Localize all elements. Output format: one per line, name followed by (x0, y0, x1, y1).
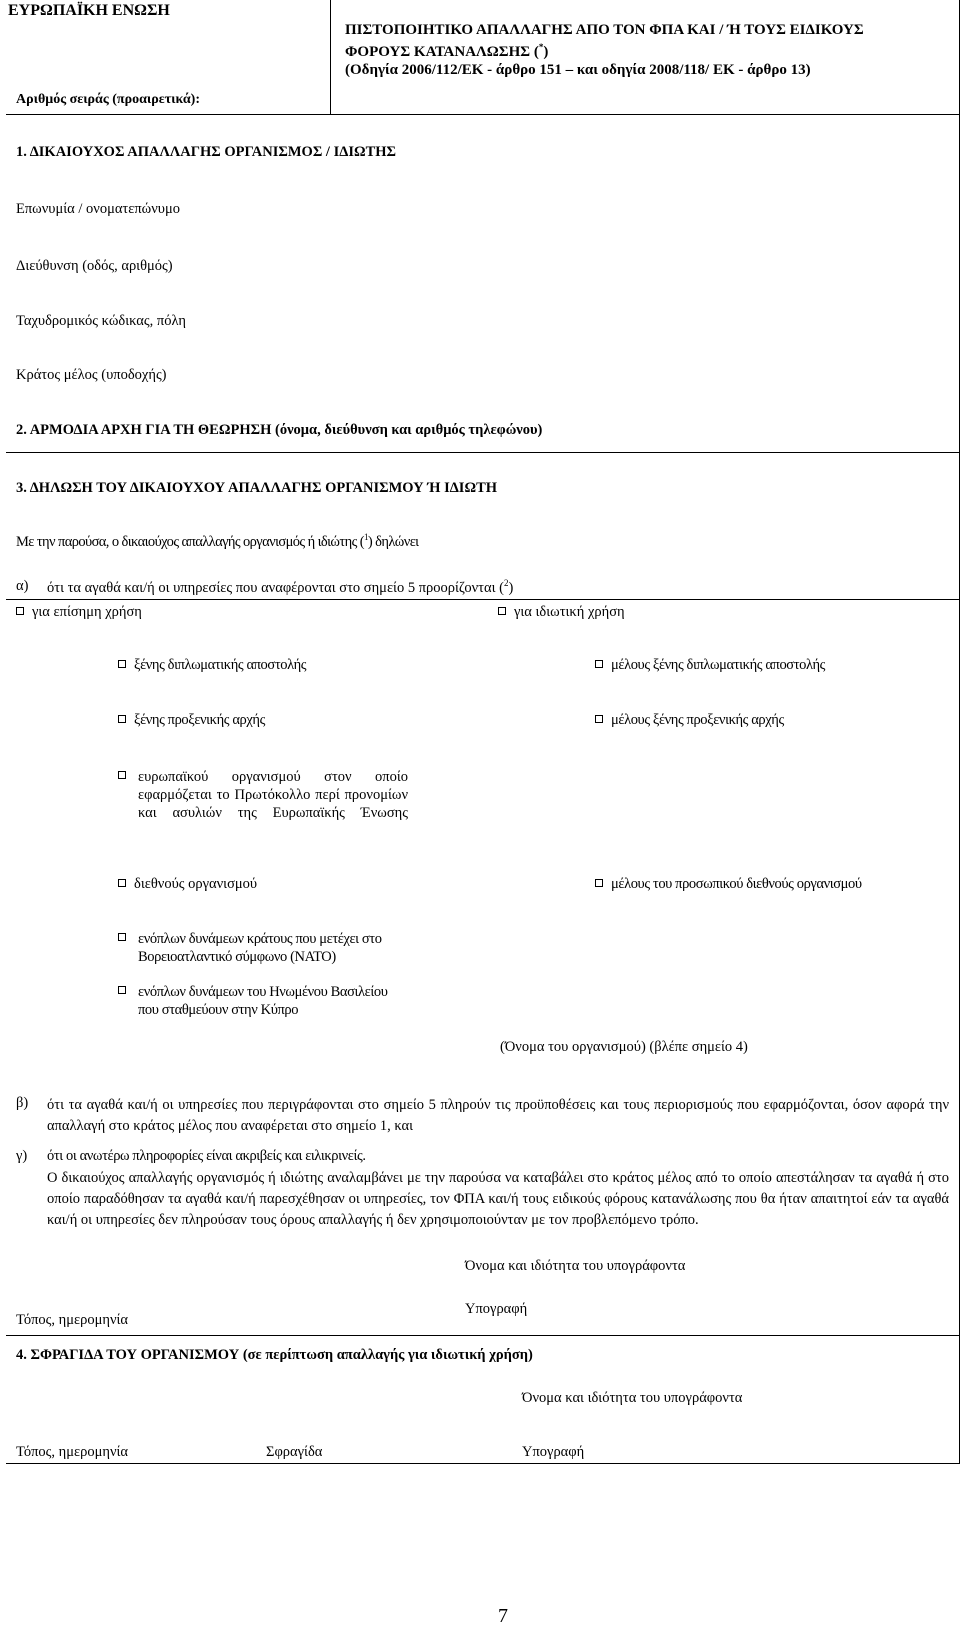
form-title-line3: (Οδηγία 2006/112/ΕΚ - άρθρο 151 – και οδηγία 2008/118/ ΕΚ - άρθρο 13) (345, 62, 811, 78)
section4-signatory-name-label: Όνομα και ιδιότητα του υπογράφοντα (522, 1390, 743, 1406)
section4-place-date-label: Τόπος, ημερομηνία (16, 1444, 129, 1460)
point-a-text: ότι τα αγαθά και/ή οι υπηρεσίες που αναφέρονται στο σημείο 5 προορίζονται ($^2$) (47, 578, 514, 596)
section4-signature-label: Υπογραφή (522, 1444, 585, 1460)
checkbox-icon (118, 879, 126, 887)
point-b-label: β) (16, 1095, 29, 1111)
private-use-checkbox[interactable]: για ιδιωτική χρήση (498, 604, 625, 621)
form-title-line2: ΦΟΡΟΥΣ ΚΑΤΑΝΑΛΩΣΗΣ (*) (345, 42, 549, 60)
signatory-name-label: Όνομα και ιδιότητα του υπογράφοντα (465, 1258, 686, 1274)
checkbox-icon (16, 607, 24, 615)
consular-post-member-checkbox[interactable]: μέλους ξένης προξενικής αρχής (595, 712, 784, 729)
european-body-checkbox[interactable] (118, 768, 134, 785)
checkbox-icon (118, 986, 126, 994)
uk-forces-cyprus-label: ενόπλων δυνάμεων του Ηνωμένου Βασιλείου που σταθμεύουν στην Κύπρο (138, 984, 388, 1018)
form-title-line1: ΠΙΣΤΟΠΟΙΗΤΙΚΟ ΑΠΑΛΛΑΓΗΣ ΑΠΟ ΤΟΝ ΦΠΑ ΚΑΙ / Ή ΤΟΥΣ ΕΙΔΙΚΟΥΣ (345, 22, 864, 38)
divider-use-options (6, 599, 960, 600)
address-field-label: Διεύθυνση (οδός, αριθμός) (16, 258, 173, 274)
nato-forces-checkbox[interactable] (118, 930, 134, 947)
checkbox-icon (118, 660, 126, 668)
foreign-consular-post-checkbox[interactable]: ξένης προξενικής αρχής (118, 712, 265, 729)
member-state-field-label: Κράτος μέλος (υποδοχής) (16, 367, 167, 383)
point-a-label: α) (16, 578, 29, 594)
point-c-label: γ) (16, 1148, 28, 1164)
organisation-name-note: (Όνομα του οργανισμού) (βλέπε σημείο 4) (500, 1039, 748, 1055)
eu-label: ΕΥΡΩΠΑΪΚΗ ΕΝΩΣΗ (8, 2, 170, 19)
divider-header (6, 114, 960, 115)
place-date-label: Τόπος, ημερομηνία (16, 1312, 129, 1328)
international-organisation-staff-checkbox[interactable]: μέλους του προσωπικού διεθνούς οργανισμού (595, 876, 862, 893)
stamp-label: Σφραγίδα (266, 1444, 323, 1460)
section2-heading: 2. ΑΡΜΟΔΙΑ ΑΡΧΗ ΓΙΑ ΤΗ ΘΕΩΡΗΣΗ (όνομα, διεύθυνση και αριθμός τηλεφώνου) (16, 422, 543, 438)
declaration-intro: Με την παρούσα, ο δικαιούχος απαλλαγής οργανισμός ή ιδιώτης ($^1$) δηλώνει (16, 532, 419, 550)
form-frame (6, 0, 960, 1464)
checkbox-icon (118, 933, 126, 941)
checkbox-icon (498, 607, 506, 615)
section1-heading: 1. ΔΙΚΑΙΟΥΧΟΣ ΑΠΑΛΛΑΓΗΣ ΟΡΓΑΝΙΣΜΟΣ / ΙΔΙΩΤΗΣ (16, 144, 397, 160)
section4-heading: 4. ΣΦΡΑΓΙΔΑ ΤΟΥ ΟΡΓΑΝΙΣΜΟΥ (σε περίπτωση απαλλαγής για ιδιωτική χρήση) (16, 1347, 533, 1363)
checkbox-icon (595, 879, 603, 887)
name-field-label: Επωνυμία / ονοματεπώνυμο (16, 201, 180, 217)
section3-heading: 3. ΔΗΛΩΣΗ ΤΟΥ ΔΙΚΑΙΟΥΧΟΥ ΑΠΑΛΛΑΓΗΣ ΟΡΓΑΝΙΣΜΟΥ Ή ΙΔΙΩΤΗ (16, 480, 498, 496)
european-body-label: ευρωπαϊκού οργανισμού στον οποίο εφαρμόζεται το Πρωτόκολλο περί προνομίων και ασυλιών της Ευρωπαϊκής Ένωσης (138, 769, 408, 821)
point-c-text: ότι οι ανωτέρω πληροφορίες είναι ακριβείς και ειλικρινείς. (47, 1148, 366, 1164)
uk-forces-cyprus-checkbox[interactable] (118, 983, 134, 1000)
page-number: 7 (498, 1605, 508, 1627)
checkbox-icon (595, 660, 603, 668)
checkbox-icon (118, 715, 126, 723)
checkbox-icon (118, 771, 126, 779)
nato-forces-label: ενόπλων δυνάμεων κράτους που μετέχει στο Βορειοατλαντικό σύμφωνο (ΝΑΤΟ) (138, 931, 382, 965)
international-organisation-checkbox[interactable]: διεθνούς οργανισμού (118, 876, 257, 893)
point-b-text: ότι τα αγαθά και/ή οι υπηρεσίες που περιγράφονται στο σημείο 5 πληρούν τις προϋποθέσεις και τους περιορισμούς που εφαρμόζονται, όσον αφορά την απαλλαγή στο κράτος μέλος που αναφέρεται στο σημείο 1, και (47, 1097, 949, 1134)
divider-section3 (6, 452, 960, 453)
header-vertical-divider (330, 0, 331, 114)
divider-section4 (6, 1335, 960, 1336)
diplomatic-mission-member-checkbox[interactable]: μέλους ξένης διπλωματικής αποστολής (595, 657, 825, 674)
postcode-city-field-label: Ταχυδρομικός κώδικας, πόλη (16, 313, 186, 329)
undertaking-paragraph: Ο δικαιούχος απαλλαγής οργανισμός ή ιδιώτης αναλαμβάνει με την παρούσα να καταβάλει στο κράτος μέλος από το οποίο απεστάλησαν τα αγαθά ή στο οποίο παραδόθησαν τα αγαθά και/ή παρεσχέθησαν οι υπηρεσίες, τον ΦΠΑ και/ή τους ειδικούς φόρους κατανάλωσης που θα ήταν απαιτητοί εάν τα αγαθά και/ή οι υπηρεσίες δεν πληρούσαν τους όρους απαλλαγής ή δεν χρησιμοποιούνταν με τον προβλεπόμενο τρόπο. (47, 1170, 949, 1228)
serial-number-label: Αριθμός σειράς (προαιρετικά): (16, 92, 200, 107)
official-use-checkbox[interactable]: για επίσημη χρήση (16, 604, 142, 621)
signature-label: Υπογραφή (465, 1301, 528, 1317)
checkbox-icon (595, 715, 603, 723)
foreign-diplomatic-mission-checkbox[interactable]: ξένης διπλωματικής αποστολής (118, 657, 306, 674)
